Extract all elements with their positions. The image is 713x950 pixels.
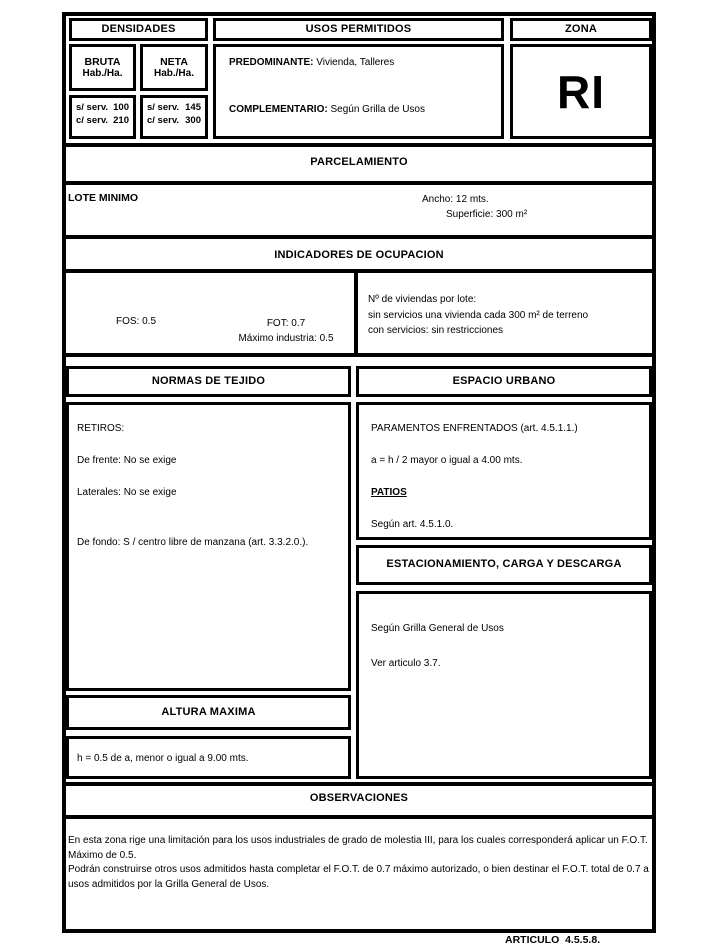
- patios-label: PATIOS: [371, 487, 407, 498]
- lote-superficie-value: Superficie: 300 m²: [446, 209, 528, 220]
- zona-value: RI: [557, 65, 605, 118]
- neta-sin-servicios-row: [143, 101, 205, 114]
- divider: [66, 782, 652, 786]
- predominante-value: Vivienda, Talleres: [316, 57, 395, 68]
- divider: [66, 269, 652, 273]
- usos-permitidos-header: [213, 18, 504, 41]
- observaciones-parrafo-1: En esta zona rige una limitación para los usos industriales de grado de molestia III, para los cuales corresponderá aplicar un F.O.T. Máximo de 0.5.: [68, 835, 648, 861]
- neta-con-label: c/ serv.: [147, 115, 180, 126]
- paramentos-formula: a = h / 2 mayor o igual a 4.00 mts.: [371, 455, 523, 466]
- retiro-laterales: Laterales: No se exige: [77, 487, 177, 498]
- zoning-table: [62, 12, 656, 933]
- bruta-con-servicios-row: [72, 114, 133, 127]
- divider: [66, 181, 652, 185]
- densidad-neta-values-cell: [140, 95, 208, 139]
- neta-sin-value: 145: [185, 102, 201, 113]
- fot-industria-value: Máximo industria: 0.5: [238, 333, 334, 344]
- espacio-urbano-header: [356, 366, 652, 397]
- complementario-line: [229, 104, 425, 115]
- zona-header: [510, 18, 652, 41]
- observaciones-title: OBSERVACIONES: [309, 792, 409, 804]
- estacionamiento-title: ESTACIONAMIENTO, CARGA Y DESCARGA: [386, 558, 622, 570]
- espacio-urbano-title: ESPACIO URBANO: [452, 375, 556, 387]
- estacionamiento-line2: Ver articulo 3.7.: [371, 658, 441, 669]
- bruta-sin-servicios-row: [72, 101, 133, 114]
- altura-maxima-cell: [66, 736, 351, 779]
- viviendas-por-lote-block: [368, 292, 588, 339]
- bruta-unit: Hab./Ha.: [82, 68, 123, 79]
- divider: [66, 353, 652, 357]
- divider: [66, 235, 652, 239]
- fos-value: FOS: 0.5: [116, 316, 157, 327]
- bruta-sin-value: 100: [113, 102, 129, 113]
- normas-tejido-title: NORMAS DE TEJIDO: [151, 375, 266, 387]
- altura-maxima-header: [66, 695, 351, 730]
- patios-reference: Según art. 4.5.1.0.: [371, 519, 454, 530]
- densidad-neta-label-cell: [140, 44, 208, 91]
- neta-con-value: 300: [185, 115, 201, 126]
- densidades-header: [69, 18, 208, 41]
- article-reference: ARTICULO 4.5.5.8.: [505, 934, 601, 946]
- neta-label: NETA: [160, 56, 188, 68]
- predominante-line: [229, 57, 394, 68]
- complementario-label: COMPLEMENTARIO:: [229, 104, 328, 115]
- viviendas-line2: sin servicios una vivienda cada 300 m² de terreno: [368, 309, 589, 321]
- densidad-bruta-values-cell: [69, 95, 136, 139]
- divider: [66, 143, 652, 147]
- observaciones-parrafo-2: Podrán construirse otros usos admitidos hasta completar el F.O.T. de 0.7 máximo autorizado, o bien destinar el F.O.T. total de 0.7 a usos admitidos por la Grilla General de Usos.: [68, 864, 649, 890]
- estacionamiento-cell: [356, 591, 652, 779]
- bruta-con-value: 210: [113, 115, 129, 126]
- indicadores-title: INDICADORES DE OCUPACION: [274, 249, 444, 261]
- viviendas-line3: con servicios: sin restricciones: [368, 325, 504, 336]
- normas-tejido-cell: [66, 402, 351, 691]
- parcelamiento-title: PARCELAMIENTO: [310, 156, 408, 168]
- zona-value-cell: [510, 44, 652, 139]
- retiro-frente: De frente: No se exige: [77, 455, 177, 466]
- normas-tejido-header: [66, 366, 351, 397]
- zona-title: ZONA: [565, 23, 597, 35]
- paramentos-line: PARAMENTOS ENFRENTADOS (art. 4.5.1.1.): [371, 423, 578, 434]
- lote-minimo-label: LOTE MINIMO: [68, 192, 138, 204]
- viviendas-line1: Nº de viviendas por lote:: [368, 294, 477, 305]
- fot-value: FOT: 0.7: [266, 318, 306, 329]
- observaciones-cell: [68, 834, 650, 892]
- bruta-label: BRUTA: [84, 56, 121, 68]
- complementario-value: Según Grilla de Usos: [330, 104, 425, 115]
- usos-permitidos-cell: [213, 44, 504, 139]
- densidad-bruta-label-cell: [69, 44, 136, 91]
- fot-block: [216, 316, 356, 346]
- altura-maxima-value: h = 0.5 de a, menor o igual a 9.00 mts.: [77, 753, 249, 764]
- divider: [66, 815, 652, 819]
- retiro-fondo: De fondo: S / centro libre de manzana (art. 3.3.2.0.).: [77, 537, 309, 548]
- bruta-con-label: c/ serv.: [76, 115, 109, 126]
- lote-ancho-value: Ancho: 12 mts.: [422, 194, 489, 205]
- espacio-urbano-cell: [356, 402, 652, 540]
- neta-con-servicios-row: [143, 114, 205, 127]
- neta-unit: Hab./Ha.: [153, 68, 194, 79]
- predominante-label: PREDOMINANTE:: [229, 57, 314, 68]
- bruta-sin-label: s/ serv.: [76, 102, 109, 113]
- altura-maxima-title: ALTURA MAXIMA: [161, 706, 256, 718]
- densidades-title: DENSIDADES: [101, 23, 176, 35]
- neta-sin-label: s/ serv.: [147, 102, 180, 113]
- estacionamiento-line1: Según Grilla General de Usos: [371, 623, 504, 634]
- retiros-label: RETIROS:: [77, 423, 125, 434]
- usos-permitidos-title: USOS PERMITIDOS: [305, 23, 412, 35]
- estacionamiento-header: [356, 545, 652, 585]
